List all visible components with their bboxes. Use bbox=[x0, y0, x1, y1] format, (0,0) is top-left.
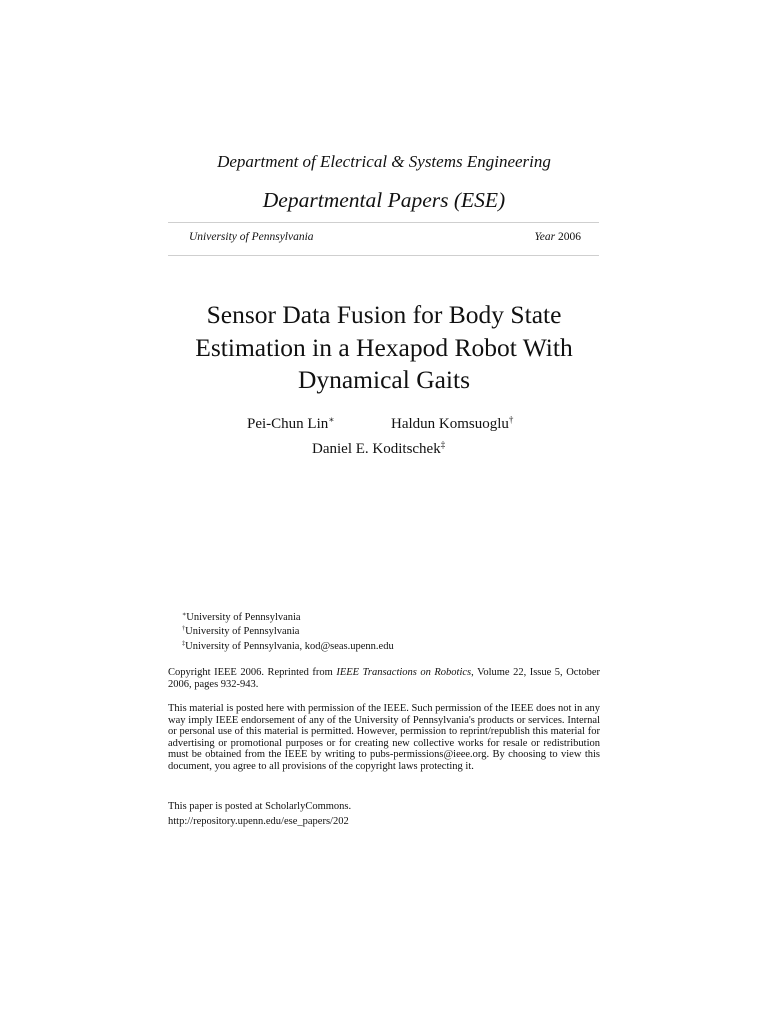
department-name: Department of Electrical & Systems Engineering bbox=[217, 152, 551, 171]
affiliation-3 bbox=[182, 640, 394, 654]
author-2-name: Haldun Komsuoglu bbox=[391, 416, 509, 432]
affiliation-1-mark: ∗ bbox=[182, 611, 187, 619]
author-1-name: Pei-Chun Lin bbox=[247, 416, 329, 432]
author-1 bbox=[247, 414, 334, 434]
affiliation-2-mark: † bbox=[182, 625, 186, 633]
header-rule-top bbox=[168, 222, 599, 223]
copyright-prefix: Copyright IEEE 2006. Reprinted from bbox=[168, 667, 337, 678]
header-rule-bottom bbox=[168, 255, 599, 256]
journal-name: IEEE Transactions on Robotics bbox=[336, 667, 472, 678]
author-2-mark: † bbox=[508, 414, 514, 425]
posting-notice bbox=[168, 801, 600, 827]
publication-year bbox=[534, 229, 581, 245]
author-1-mark: ∗ bbox=[328, 414, 335, 425]
affiliation-3-text: University of Pennsylvania, kod@seas.upenn.edu bbox=[185, 641, 394, 652]
affiliation-1 bbox=[182, 611, 301, 625]
copyright-suffix: , Volume 22, Issue 5, October 2006, pages 932-943. bbox=[168, 667, 601, 690]
paper-title: Sensor Data Fusion for Body State Estimation in a Hexapod Robot With Dynamical Gaits bbox=[195, 300, 573, 394]
author-3 bbox=[312, 439, 445, 459]
affiliation-2-text: University of Pennsylvania bbox=[185, 626, 300, 637]
author-3-name: Daniel E. Koditschek bbox=[312, 441, 441, 457]
author-2 bbox=[391, 414, 513, 434]
institution-name: University of Pennsylvania bbox=[189, 231, 314, 243]
copyright-notice bbox=[168, 667, 600, 690]
year-value: 2006 bbox=[558, 231, 581, 243]
year-label: Year bbox=[534, 231, 556, 243]
affiliation-3-mark: ‡ bbox=[182, 640, 186, 648]
permission-notice: This material is posted here with permission of the IEEE. Such permission of the IEEE does not in any way imply IEEE endorsement of any of the University of Pennsylvania's products or services. Internal or personal use of this material is permitted. However, permission to reprint/republish this material for advertising or promotional purposes or for creating new collective works for resale or redistribution must be obtained from the IEEE by writing to pubs-permissions@ieee.org. By choosing to view this document, you agree to all provisions of the copyright laws protecting it. bbox=[168, 703, 600, 772]
author-3-mark: ‡ bbox=[440, 439, 446, 450]
affiliation-1-text: University of Pennsylvania bbox=[186, 612, 301, 623]
affiliation-2 bbox=[182, 625, 299, 639]
repository-link[interactable]: http://repository.upenn.edu/ese_papers/202 bbox=[168, 815, 349, 827]
series-name: Departmental Papers (ESE) bbox=[262, 188, 506, 212]
posting-text: This paper is posted at ScholarlyCommons. bbox=[168, 801, 352, 812]
